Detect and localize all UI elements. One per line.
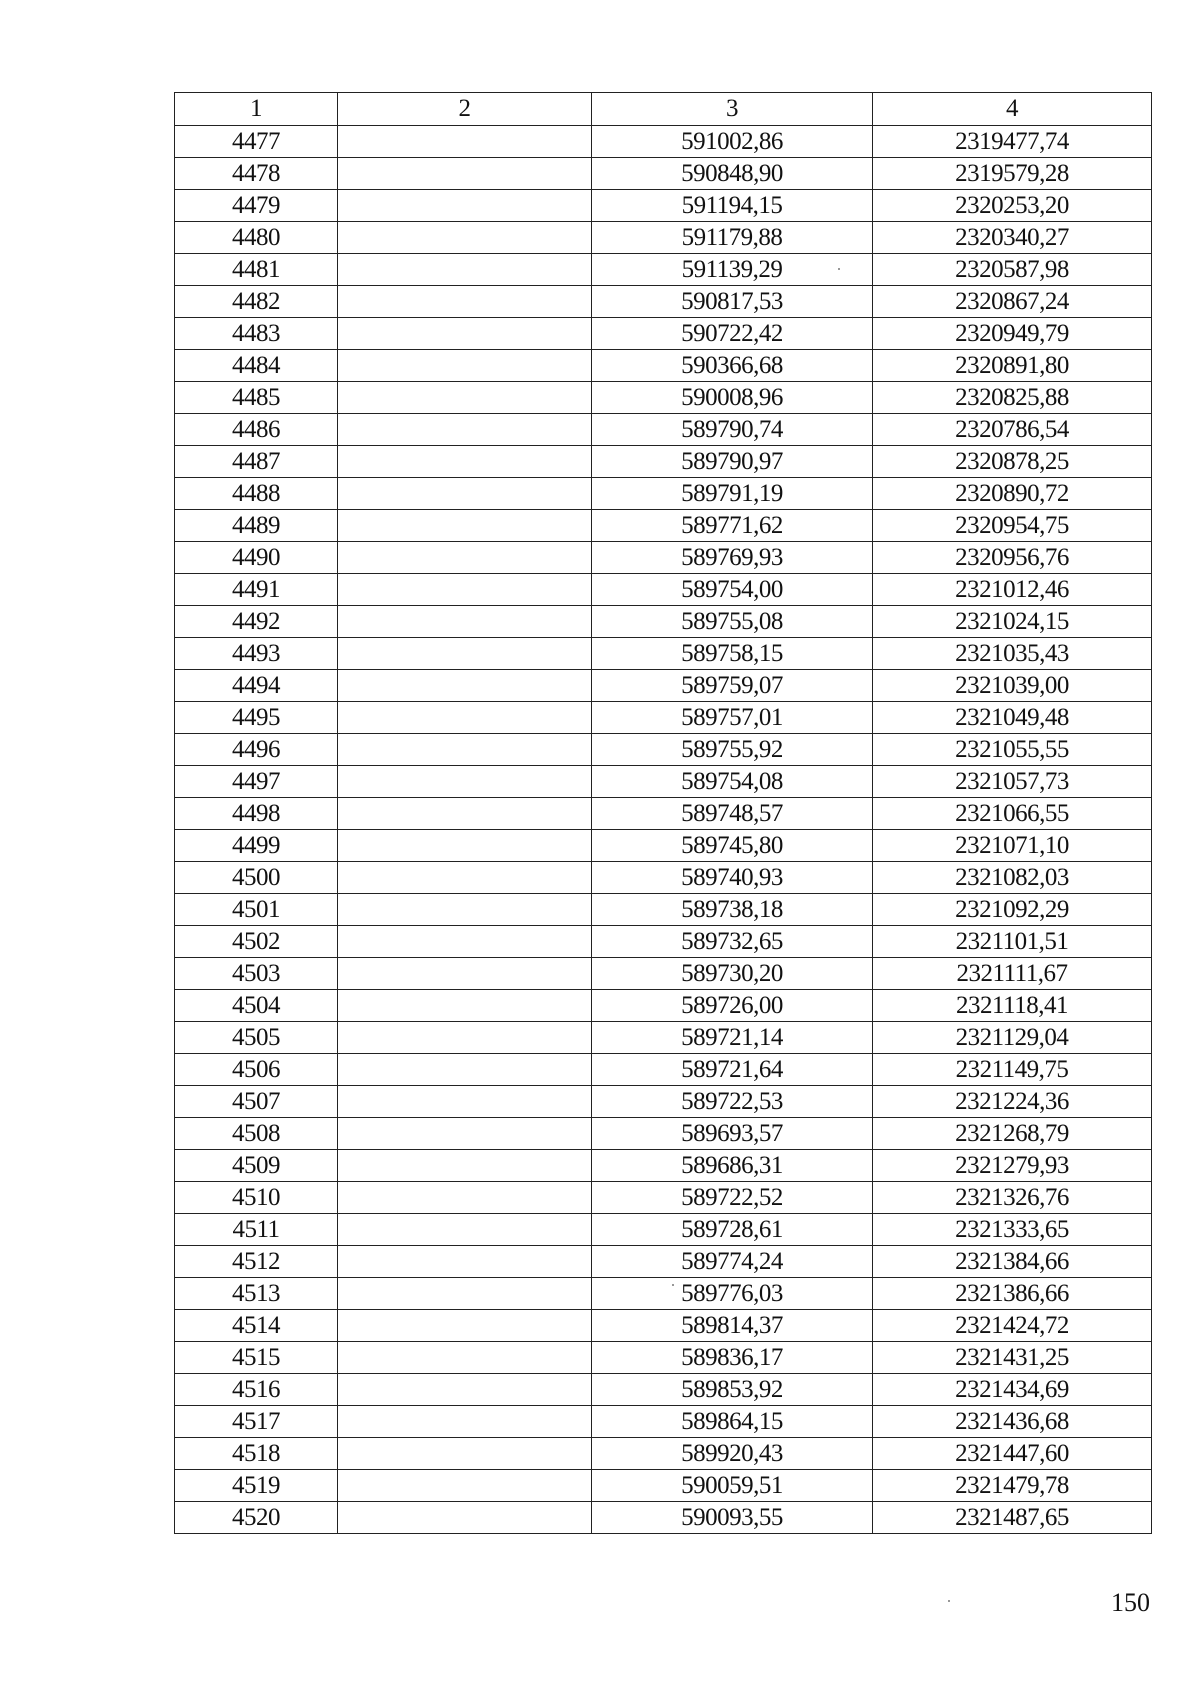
y-coordinate-cell: 2321071,10: [873, 830, 1152, 862]
table-row: [175, 1470, 1152, 1502]
y-coordinate-cell: 2321024,15: [873, 606, 1152, 638]
empty-cell: [338, 702, 592, 734]
point-number-cell: 4500: [175, 862, 338, 894]
point-number-cell: 4518: [175, 1438, 338, 1470]
x-coordinate-cell: 589721,64: [592, 1054, 873, 1086]
y-coordinate-cell: 2321092,29: [873, 894, 1152, 926]
table-row: [175, 1054, 1152, 1086]
x-coordinate-cell: 589771,62: [592, 510, 873, 542]
table-header: [175, 93, 1152, 126]
table-row: [175, 158, 1152, 190]
empty-cell: [338, 1406, 592, 1438]
empty-cell: [338, 222, 592, 254]
empty-cell: [338, 1118, 592, 1150]
empty-cell: [338, 990, 592, 1022]
y-coordinate-cell: 2320890,72: [873, 478, 1152, 510]
scan-speck: [838, 268, 840, 270]
table-row: [175, 1246, 1152, 1278]
table-row: [175, 318, 1152, 350]
x-coordinate-cell: 589722,52: [592, 1182, 873, 1214]
point-number-cell: 4509: [175, 1150, 338, 1182]
table-row: [175, 830, 1152, 862]
x-coordinate-cell: 591002,86: [592, 126, 873, 158]
point-number-cell: 4520: [175, 1502, 338, 1534]
x-coordinate-cell: 589738,18: [592, 894, 873, 926]
empty-cell: [338, 542, 592, 574]
point-number-cell: 4510: [175, 1182, 338, 1214]
point-number-cell: 4506: [175, 1054, 338, 1086]
table-row: [175, 414, 1152, 446]
column-header-1: 1: [175, 93, 338, 126]
point-number-cell: 4491: [175, 574, 338, 606]
point-number-cell: 4515: [175, 1342, 338, 1374]
empty-cell: [338, 1342, 592, 1374]
x-coordinate-cell: 589836,17: [592, 1342, 873, 1374]
x-coordinate-cell: 589853,92: [592, 1374, 873, 1406]
empty-cell: [338, 638, 592, 670]
point-number-cell: 4488: [175, 478, 338, 510]
y-coordinate-cell: 2321384,66: [873, 1246, 1152, 1278]
coordinates-table: [174, 92, 1152, 1534]
point-number-cell: 4514: [175, 1310, 338, 1342]
point-number-cell: 4497: [175, 766, 338, 798]
point-number-cell: 4496: [175, 734, 338, 766]
point-number-cell: 4511: [175, 1214, 338, 1246]
empty-cell: [338, 1310, 592, 1342]
table-row: [175, 478, 1152, 510]
point-number-cell: 4517: [175, 1406, 338, 1438]
y-coordinate-cell: 2321057,73: [873, 766, 1152, 798]
empty-cell: [338, 1054, 592, 1086]
point-number-cell: 4502: [175, 926, 338, 958]
y-coordinate-cell: 2320954,75: [873, 510, 1152, 542]
table-row: [175, 638, 1152, 670]
empty-cell: [338, 926, 592, 958]
table-row: [175, 190, 1152, 222]
column-header-2: 2: [338, 93, 592, 126]
empty-cell: [338, 606, 592, 638]
y-coordinate-cell: 2320253,20: [873, 190, 1152, 222]
y-coordinate-cell: 2320891,80: [873, 350, 1152, 382]
empty-cell: [338, 798, 592, 830]
page-number: 150: [1111, 1588, 1150, 1617]
x-coordinate-cell: 589686,31: [592, 1150, 873, 1182]
y-coordinate-cell: 2321479,78: [873, 1470, 1152, 1502]
point-number-cell: 4504: [175, 990, 338, 1022]
empty-cell: [338, 126, 592, 158]
y-coordinate-cell: 2320786,54: [873, 414, 1152, 446]
table-row: [175, 1406, 1152, 1438]
table-body: [175, 126, 1152, 1534]
x-coordinate-cell: 589732,65: [592, 926, 873, 958]
point-number-cell: 4513: [175, 1278, 338, 1310]
empty-cell: [338, 350, 592, 382]
table-row: [175, 894, 1152, 926]
x-coordinate-cell: 589755,92: [592, 734, 873, 766]
y-coordinate-cell: 2321279,93: [873, 1150, 1152, 1182]
point-number-cell: 4482: [175, 286, 338, 318]
point-number-cell: 4478: [175, 158, 338, 190]
y-coordinate-cell: 2320825,88: [873, 382, 1152, 414]
point-number-cell: 4485: [175, 382, 338, 414]
table-row: [175, 542, 1152, 574]
empty-cell: [338, 1278, 592, 1310]
y-coordinate-cell: 2321118,41: [873, 990, 1152, 1022]
empty-cell: [338, 510, 592, 542]
x-coordinate-cell: 589728,61: [592, 1214, 873, 1246]
point-number-cell: 4492: [175, 606, 338, 638]
table-row: [175, 1182, 1152, 1214]
table-row: [175, 350, 1152, 382]
point-number-cell: 4519: [175, 1470, 338, 1502]
x-coordinate-cell: 589748,57: [592, 798, 873, 830]
x-coordinate-cell: 589864,15: [592, 1406, 873, 1438]
empty-cell: [338, 1246, 592, 1278]
x-coordinate-cell: 589693,57: [592, 1118, 873, 1150]
y-coordinate-cell: 2321111,67: [873, 958, 1152, 990]
y-coordinate-cell: 2321447,60: [873, 1438, 1152, 1470]
x-coordinate-cell: 589814,37: [592, 1310, 873, 1342]
x-coordinate-cell: 590059,51: [592, 1470, 873, 1502]
x-coordinate-cell: 589754,00: [592, 574, 873, 606]
table-row: [175, 1150, 1152, 1182]
y-coordinate-cell: 2321434,69: [873, 1374, 1152, 1406]
table-row: [175, 126, 1152, 158]
empty-cell: [338, 478, 592, 510]
table-row: [175, 670, 1152, 702]
x-coordinate-cell: 589790,74: [592, 414, 873, 446]
y-coordinate-cell: 2320340,27: [873, 222, 1152, 254]
point-number-cell: 4516: [175, 1374, 338, 1406]
table-row: [175, 382, 1152, 414]
point-number-cell: 4483: [175, 318, 338, 350]
y-coordinate-cell: 2321055,55: [873, 734, 1152, 766]
empty-cell: [338, 574, 592, 606]
point-number-cell: 4477: [175, 126, 338, 158]
table-row: [175, 1022, 1152, 1054]
empty-cell: [338, 318, 592, 350]
x-coordinate-cell: 590848,90: [592, 158, 873, 190]
empty-cell: [338, 1214, 592, 1246]
empty-cell: [338, 1438, 592, 1470]
table-row: [175, 926, 1152, 958]
empty-cell: [338, 894, 592, 926]
empty-cell: [338, 1374, 592, 1406]
table-row: [175, 1214, 1152, 1246]
y-coordinate-cell: 2321386,66: [873, 1278, 1152, 1310]
table-row: [175, 606, 1152, 638]
point-number-cell: 4487: [175, 446, 338, 478]
point-number-cell: 4495: [175, 702, 338, 734]
point-number-cell: 4484: [175, 350, 338, 382]
table-row: [175, 1438, 1152, 1470]
x-coordinate-cell: 589721,14: [592, 1022, 873, 1054]
x-coordinate-cell: 589754,08: [592, 766, 873, 798]
table-row: [175, 702, 1152, 734]
table-row: [175, 1118, 1152, 1150]
point-number-cell: 4512: [175, 1246, 338, 1278]
table-row: [175, 254, 1152, 286]
scan-speck: [672, 1284, 674, 1286]
y-coordinate-cell: 2321424,72: [873, 1310, 1152, 1342]
table-row: [175, 1502, 1152, 1534]
x-coordinate-cell: 589774,24: [592, 1246, 873, 1278]
empty-cell: [338, 1470, 592, 1502]
point-number-cell: 4490: [175, 542, 338, 574]
empty-cell: [338, 286, 592, 318]
x-coordinate-cell: 590817,53: [592, 286, 873, 318]
x-coordinate-cell: 589730,20: [592, 958, 873, 990]
table-row: [175, 446, 1152, 478]
y-coordinate-cell: 2321066,55: [873, 798, 1152, 830]
table-row: [175, 734, 1152, 766]
y-coordinate-cell: 2321333,65: [873, 1214, 1152, 1246]
empty-cell: [338, 1086, 592, 1118]
empty-cell: [338, 1022, 592, 1054]
table-row: [175, 1278, 1152, 1310]
point-number-cell: 4479: [175, 190, 338, 222]
point-number-cell: 4480: [175, 222, 338, 254]
point-number-cell: 4507: [175, 1086, 338, 1118]
x-coordinate-cell: 589757,01: [592, 702, 873, 734]
empty-cell: [338, 670, 592, 702]
table-row: [175, 990, 1152, 1022]
empty-cell: [338, 254, 592, 286]
y-coordinate-cell: 2321431,25: [873, 1342, 1152, 1374]
empty-cell: [338, 158, 592, 190]
point-number-cell: 4481: [175, 254, 338, 286]
empty-cell: [338, 1182, 592, 1214]
point-number-cell: 4508: [175, 1118, 338, 1150]
x-coordinate-cell: 589740,93: [592, 862, 873, 894]
point-number-cell: 4505: [175, 1022, 338, 1054]
empty-cell: [338, 1150, 592, 1182]
table-row: [175, 766, 1152, 798]
y-coordinate-cell: 2321224,36: [873, 1086, 1152, 1118]
y-coordinate-cell: 2320867,24: [873, 286, 1152, 318]
column-header-3: 3: [592, 93, 873, 126]
y-coordinate-cell: 2321012,46: [873, 574, 1152, 606]
table-row: [175, 574, 1152, 606]
x-coordinate-cell: 589920,43: [592, 1438, 873, 1470]
x-coordinate-cell: 590008,96: [592, 382, 873, 414]
x-coordinate-cell: 589722,53: [592, 1086, 873, 1118]
y-coordinate-cell: 2321149,75: [873, 1054, 1152, 1086]
x-coordinate-cell: 589745,80: [592, 830, 873, 862]
table-row: [175, 1342, 1152, 1374]
table-row: [175, 798, 1152, 830]
y-coordinate-cell: 2320949,79: [873, 318, 1152, 350]
point-number-cell: 4501: [175, 894, 338, 926]
x-coordinate-cell: 589758,15: [592, 638, 873, 670]
x-coordinate-cell: 589769,93: [592, 542, 873, 574]
y-coordinate-cell: 2321039,00: [873, 670, 1152, 702]
y-coordinate-cell: 2321436,68: [873, 1406, 1152, 1438]
table-row: [175, 222, 1152, 254]
point-number-cell: 4493: [175, 638, 338, 670]
empty-cell: [338, 382, 592, 414]
y-coordinate-cell: 2321487,65: [873, 1502, 1152, 1534]
y-coordinate-cell: 2321082,03: [873, 862, 1152, 894]
empty-cell: [338, 734, 592, 766]
point-number-cell: 4489: [175, 510, 338, 542]
x-coordinate-cell: 590366,68: [592, 350, 873, 382]
x-coordinate-cell: 589755,08: [592, 606, 873, 638]
y-coordinate-cell: 2321268,79: [873, 1118, 1152, 1150]
x-coordinate-cell: 591139,29: [592, 254, 873, 286]
column-header-4: 4: [873, 93, 1152, 126]
empty-cell: [338, 862, 592, 894]
x-coordinate-cell: 589776,03: [592, 1278, 873, 1310]
empty-cell: [338, 766, 592, 798]
y-coordinate-cell: 2320587,98: [873, 254, 1152, 286]
table-row: [175, 958, 1152, 990]
x-coordinate-cell: 591194,15: [592, 190, 873, 222]
x-coordinate-cell: 590093,55: [592, 1502, 873, 1534]
y-coordinate-cell: 2321101,51: [873, 926, 1152, 958]
x-coordinate-cell: 589790,97: [592, 446, 873, 478]
x-coordinate-cell: 591179,88: [592, 222, 873, 254]
point-number-cell: 4499: [175, 830, 338, 862]
point-number-cell: 4486: [175, 414, 338, 446]
table-header-row: [175, 93, 1152, 126]
empty-cell: [338, 414, 592, 446]
point-number-cell: 4503: [175, 958, 338, 990]
y-coordinate-cell: 2321129,04: [873, 1022, 1152, 1054]
empty-cell: [338, 830, 592, 862]
table-row: [175, 1086, 1152, 1118]
empty-cell: [338, 446, 592, 478]
table-row: [175, 286, 1152, 318]
point-number-cell: 4498: [175, 798, 338, 830]
y-coordinate-cell: 2320956,76: [873, 542, 1152, 574]
scan-speck: [948, 1600, 950, 1602]
y-coordinate-cell: 2319579,28: [873, 158, 1152, 190]
empty-cell: [338, 958, 592, 990]
x-coordinate-cell: 590722,42: [592, 318, 873, 350]
x-coordinate-cell: 589759,07: [592, 670, 873, 702]
y-coordinate-cell: 2320878,25: [873, 446, 1152, 478]
table-row: [175, 510, 1152, 542]
y-coordinate-cell: 2319477,74: [873, 126, 1152, 158]
table-row: [175, 1374, 1152, 1406]
point-number-cell: 4494: [175, 670, 338, 702]
x-coordinate-cell: 589726,00: [592, 990, 873, 1022]
y-coordinate-cell: 2321035,43: [873, 638, 1152, 670]
empty-cell: [338, 190, 592, 222]
y-coordinate-cell: 2321049,48: [873, 702, 1152, 734]
x-coordinate-cell: 589791,19: [592, 478, 873, 510]
y-coordinate-cell: 2321326,76: [873, 1182, 1152, 1214]
table-row: [175, 1310, 1152, 1342]
empty-cell: [338, 1502, 592, 1534]
table-row: [175, 862, 1152, 894]
